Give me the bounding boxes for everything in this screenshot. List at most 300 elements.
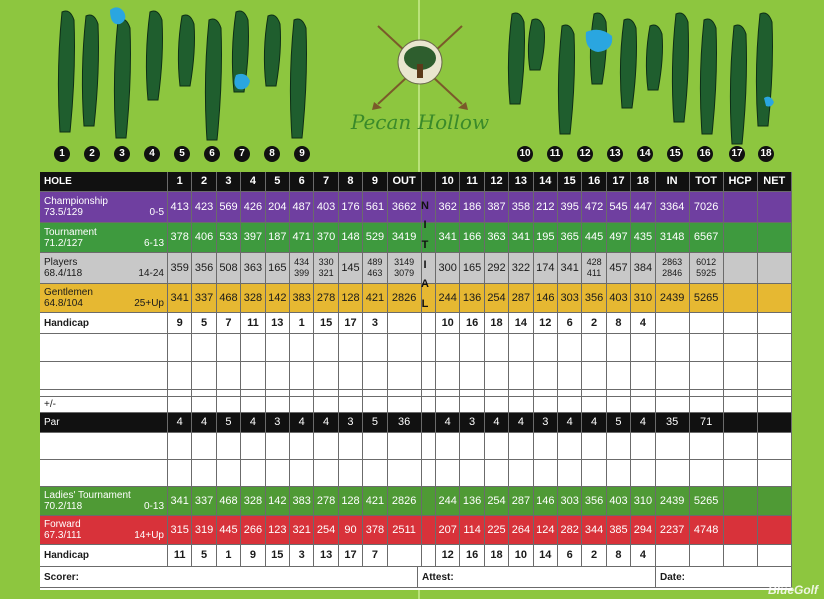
- back-hole-cell[interactable]: [558, 397, 582, 413]
- front-hole-cell: 3: [266, 413, 290, 433]
- back-hole-cell[interactable]: [558, 390, 582, 397]
- front-hole-cell[interactable]: [339, 362, 363, 390]
- front-hole-cell[interactable]: [266, 334, 290, 362]
- initial-column: [418, 180, 432, 310]
- front-hole-cell[interactable]: [363, 390, 387, 397]
- out-total-cell[interactable]: [388, 390, 422, 397]
- hole-number-header: 5: [266, 172, 290, 192]
- player-score-row: [40, 390, 792, 397]
- front-hole-cell: 165: [266, 253, 290, 284]
- back-hole-cell: 16: [460, 545, 484, 567]
- back-hole-cell: 4: [509, 413, 533, 433]
- back-hole-cell[interactable]: [534, 390, 558, 397]
- front-hole-cell[interactable]: [217, 460, 241, 487]
- front-hole-cell[interactable]: [290, 362, 314, 390]
- front-hole-cell[interactable]: [217, 334, 241, 362]
- back-hole-cell: 300: [436, 253, 460, 284]
- back-hole-cell: 8: [607, 545, 631, 567]
- back-hole-cell: 14: [509, 313, 533, 334]
- front-hole-cell[interactable]: [363, 433, 387, 460]
- front-hole-cell[interactable]: [314, 433, 338, 460]
- tee-label: [40, 487, 168, 516]
- front-hole-cell[interactable]: [290, 460, 314, 487]
- back-hole-cell: 244: [436, 487, 460, 516]
- front-hole-cell[interactable]: [217, 362, 241, 390]
- back-hole-cell[interactable]: [582, 397, 606, 413]
- front-hole-cell[interactable]: [168, 433, 192, 460]
- back-hole-cell: 282: [558, 516, 582, 545]
- in-total-cell[interactable]: [656, 362, 690, 390]
- front-hole-cell: [314, 253, 338, 284]
- hole-outline-5: [178, 15, 194, 86]
- front-hole-cell[interactable]: [241, 433, 265, 460]
- back-hole-cell[interactable]: [558, 460, 582, 487]
- front-hole-cell[interactable]: [168, 390, 192, 397]
- initial-letter: I: [423, 258, 427, 271]
- front-hole-cell[interactable]: [168, 397, 192, 413]
- out-total-cell[interactable]: [388, 433, 422, 460]
- in-total-cell[interactable]: [656, 334, 690, 362]
- front-hole-cell[interactable]: [314, 390, 338, 397]
- net-cell[interactable]: [758, 433, 792, 460]
- out-header: OUT: [388, 172, 422, 192]
- back-hole-cell[interactable]: [534, 397, 558, 413]
- back-hole-cell[interactable]: [582, 362, 606, 390]
- front-hole-cell: 383: [290, 487, 314, 516]
- stacked-value: 330: [318, 257, 334, 267]
- back-hole-cell[interactable]: [436, 390, 460, 397]
- front-hole-cell: 569: [217, 192, 241, 223]
- tee-name: Forward: [44, 519, 81, 530]
- back-hole-cell[interactable]: [460, 397, 484, 413]
- back-hole-cell[interactable]: [534, 460, 558, 487]
- front-hole-cell[interactable]: [241, 397, 265, 413]
- front-hole-cell[interactable]: [217, 433, 241, 460]
- back-hole-cell[interactable]: [558, 362, 582, 390]
- back-hole-cell[interactable]: [509, 334, 533, 362]
- stacked-value: 2846: [662, 268, 683, 278]
- front-hole-cell: 413: [168, 192, 192, 223]
- initial-gap-cell: [422, 460, 436, 487]
- hole-outline-3: [114, 19, 130, 138]
- in-total-cell[interactable]: [656, 460, 690, 487]
- back-hole-cell: 435: [631, 223, 655, 253]
- front-hole-cell: 1: [290, 313, 314, 334]
- in-total-cell: 2439: [656, 487, 690, 516]
- hole-number-header: 12: [485, 172, 509, 192]
- rating-slope: 67.3/111: [44, 530, 82, 541]
- net-cell[interactable]: [758, 460, 792, 487]
- initial-gap-cell: [422, 390, 436, 397]
- tee-label: [40, 516, 168, 545]
- back-hole-cell[interactable]: [436, 397, 460, 413]
- hole-number-14: 14: [637, 146, 653, 162]
- hole-number-header: 13: [509, 172, 533, 192]
- front-hole-cell: 187: [266, 223, 290, 253]
- back-hole-cell[interactable]: [436, 460, 460, 487]
- back-hole-cell: 497: [607, 223, 631, 253]
- total-cell[interactable]: [690, 362, 724, 390]
- front-hole-cell[interactable]: [363, 362, 387, 390]
- initial-gap-cell: [422, 516, 436, 545]
- front-hole-cell[interactable]: [314, 334, 338, 362]
- player-score-row: [40, 433, 792, 460]
- total-cell: 4748: [690, 516, 724, 545]
- in-total-cell[interactable]: [656, 397, 690, 413]
- out-total-cell[interactable]: [388, 362, 422, 390]
- front-hole-cell[interactable]: [192, 433, 216, 460]
- front-hole-cell[interactable]: [192, 390, 216, 397]
- back-hole-cell[interactable]: [631, 397, 655, 413]
- front-hole-cell: 5: [363, 413, 387, 433]
- front-hole-cell[interactable]: [192, 362, 216, 390]
- back-hole-cell[interactable]: [607, 362, 631, 390]
- front-hole-cell: 7: [217, 313, 241, 334]
- hole-number-1: 1: [54, 146, 70, 162]
- tee-name: Gentlemen: [44, 287, 93, 298]
- front-hole-cell[interactable]: [339, 397, 363, 413]
- handicap-label: Handicap: [40, 313, 168, 334]
- back-hole-cell[interactable]: [631, 460, 655, 487]
- handicap-row-bottom: [40, 545, 792, 567]
- back-hole-cell[interactable]: [582, 334, 606, 362]
- front-hole-cell: [363, 253, 387, 284]
- total-cell[interactable]: [690, 460, 724, 487]
- back-hole-cell: 4: [485, 413, 509, 433]
- back-hole-cell: 264: [509, 516, 533, 545]
- back-hole-cell[interactable]: [534, 334, 558, 362]
- back-hole-cell: 292: [485, 253, 509, 284]
- in-total-cell[interactable]: [656, 390, 690, 397]
- front-hole-cell[interactable]: [168, 334, 192, 362]
- front-hole-cell[interactable]: [363, 397, 387, 413]
- front-hole-cell[interactable]: [217, 397, 241, 413]
- front-hole-cell: 3: [290, 545, 314, 567]
- net-cell[interactable]: [758, 390, 792, 397]
- back-hole-cell: 244: [436, 284, 460, 313]
- front-hole-cell[interactable]: [339, 460, 363, 487]
- front-hole-cell: 337: [192, 487, 216, 516]
- scorer-field[interactable]: Scorer:: [40, 567, 418, 588]
- back-hole-cell[interactable]: [485, 397, 509, 413]
- front-hole-cell[interactable]: [241, 460, 265, 487]
- front-hole-cell[interactable]: [339, 390, 363, 397]
- initial-gap-cell: [422, 397, 436, 413]
- out-total-cell: 2826: [388, 284, 422, 313]
- total-cell[interactable]: [690, 397, 724, 413]
- back-hole-cell: 146: [534, 284, 558, 313]
- initial-gap-cell: [422, 334, 436, 362]
- front-hole-cell[interactable]: [266, 460, 290, 487]
- back-hole-cell[interactable]: [631, 362, 655, 390]
- back-hole-cell: 287: [509, 487, 533, 516]
- front-hole-cell[interactable]: [363, 334, 387, 362]
- front-hole-cell: 328: [241, 284, 265, 313]
- hole-outline-back-6: [646, 25, 662, 90]
- back-hole-cell: 287: [509, 284, 533, 313]
- net-cell[interactable]: [758, 334, 792, 362]
- net-cell[interactable]: [758, 397, 792, 413]
- front-hole-cell[interactable]: [241, 334, 265, 362]
- front-hole-cell: 403: [314, 192, 338, 223]
- back-hole-cell[interactable]: [460, 460, 484, 487]
- front-hole-cell[interactable]: [266, 362, 290, 390]
- hole-outline-back-10: [756, 13, 772, 126]
- back-hole-cell[interactable]: [460, 362, 484, 390]
- back-hole-cell[interactable]: [436, 334, 460, 362]
- out-total-cell: 36: [388, 413, 422, 433]
- net-cell[interactable]: [758, 362, 792, 390]
- front-hole-cell: 90: [339, 516, 363, 545]
- handicap-range: 14+Up: [134, 530, 164, 541]
- back-hole-cell: 387: [485, 192, 509, 223]
- front-hole-cell: 468: [217, 284, 241, 313]
- hole-number-header: 2: [192, 172, 216, 192]
- front-hole-cell: 370: [314, 223, 338, 253]
- tee-label: [40, 253, 168, 284]
- back-hole-cell[interactable]: [631, 433, 655, 460]
- initial-gap-cell: [422, 545, 436, 567]
- front-hole-cell[interactable]: [290, 433, 314, 460]
- tee-name: Players: [44, 257, 78, 268]
- hole-outline-back-2: [528, 19, 544, 70]
- row-label: [40, 390, 168, 397]
- back-hole-cell: 225: [485, 516, 509, 545]
- front-hole-cell[interactable]: [290, 397, 314, 413]
- front-hole-cell[interactable]: [217, 390, 241, 397]
- back-hole-cell[interactable]: [509, 460, 533, 487]
- back-hole-cell[interactable]: [582, 433, 606, 460]
- back-hole-cell[interactable]: [460, 334, 484, 362]
- tee-name: Ladies' Tournament: [44, 490, 131, 501]
- out-total-cell: [388, 253, 422, 284]
- total-cell[interactable]: [690, 334, 724, 362]
- rating-slope: 73.5/129: [44, 207, 83, 218]
- front-hole-cell[interactable]: [339, 433, 363, 460]
- front-hole-cell[interactable]: [192, 397, 216, 413]
- back-hole-cell: 166: [460, 223, 484, 253]
- hcp-cell: [724, 253, 758, 284]
- back-hole-cell: 445: [582, 223, 606, 253]
- front-hole-cell: 4: [192, 413, 216, 433]
- back-hole-cell: 18: [485, 545, 509, 567]
- total-cell: 6567: [690, 223, 724, 253]
- hcp-cell[interactable]: [724, 362, 758, 390]
- front-hole-cell[interactable]: [314, 460, 338, 487]
- front-hole-cell: 561: [363, 192, 387, 223]
- hole-number-17: 17: [729, 146, 745, 162]
- front-hole-cell: 5: [192, 313, 216, 334]
- hcp-cell[interactable]: [724, 460, 758, 487]
- back-hole-cell[interactable]: [607, 460, 631, 487]
- front-hole-cell: 142: [266, 284, 290, 313]
- in-total-cell: [656, 545, 690, 567]
- front-hole-cell: 176: [339, 192, 363, 223]
- back-hole-cell[interactable]: [485, 362, 509, 390]
- front-hole-cell[interactable]: [241, 390, 265, 397]
- rating-slope: 64.8/104: [44, 298, 83, 309]
- total-cell[interactable]: [690, 433, 724, 460]
- back-hole-cell[interactable]: [607, 390, 631, 397]
- back-hole-cell: 10: [436, 313, 460, 334]
- stacked-value: 463: [367, 268, 383, 278]
- back-hole-cell: 545: [607, 192, 631, 223]
- back-hole-cell[interactable]: [485, 334, 509, 362]
- front-hole-cell: 123: [266, 516, 290, 545]
- back-hole-cell[interactable]: [534, 362, 558, 390]
- front-hole-cell: 359: [168, 253, 192, 284]
- rating-slope: 71.2/127: [44, 237, 83, 249]
- back-hole-cell[interactable]: [436, 433, 460, 460]
- front-hole-cell[interactable]: [314, 397, 338, 413]
- back-hole-cell[interactable]: [558, 433, 582, 460]
- back-hole-cell[interactable]: [582, 460, 606, 487]
- hcp-cell[interactable]: [724, 390, 758, 397]
- hole-number-8: 8: [264, 146, 280, 162]
- back-hole-cell[interactable]: [509, 390, 533, 397]
- initial-letter: A: [421, 278, 429, 291]
- back-hole-cell[interactable]: [607, 334, 631, 362]
- front-hole-cell[interactable]: [168, 362, 192, 390]
- in-total-cell: 2237: [656, 516, 690, 545]
- player-score-row: [40, 334, 792, 362]
- back-hole-cell[interactable]: [485, 460, 509, 487]
- back-hole-cell: 310: [631, 284, 655, 313]
- total-cell: [690, 253, 724, 284]
- tee-label: [40, 223, 168, 253]
- in-total-cell[interactable]: [656, 433, 690, 460]
- net-cell: [758, 223, 792, 253]
- back-hole-cell: 384: [631, 253, 655, 284]
- back-hole-cell: 472: [582, 192, 606, 223]
- back-hole-cell: 14: [534, 545, 558, 567]
- front-hole-cell[interactable]: [266, 433, 290, 460]
- hole-outline-9: [290, 19, 306, 138]
- par-label: Par: [40, 413, 168, 433]
- back-hole-cell: 358: [509, 192, 533, 223]
- back-hole-cell: 4: [631, 545, 655, 567]
- par-row: [40, 413, 792, 433]
- back-hole-cell[interactable]: [582, 390, 606, 397]
- handicap-range: 6-13: [143, 237, 164, 249]
- back-hole-cell: 4: [558, 413, 582, 433]
- back-hole-cell: 403: [607, 284, 631, 313]
- front-hole-cell[interactable]: [339, 334, 363, 362]
- hole-number-13: 13: [607, 146, 623, 162]
- hole-outline-back-7: [672, 13, 688, 122]
- tee-row-forward: [40, 516, 792, 545]
- out-total-cell[interactable]: [388, 460, 422, 487]
- front-hole-cell[interactable]: [192, 460, 216, 487]
- date-field[interactable]: Date:: [656, 567, 792, 588]
- back-hole-cell: 254: [485, 487, 509, 516]
- front-hole-cell: 3: [363, 313, 387, 334]
- front-hole-cell[interactable]: [314, 362, 338, 390]
- back-hole-cell: 186: [460, 192, 484, 223]
- front-hole-cell: 426: [241, 192, 265, 223]
- out-total-cell: 2511: [388, 516, 422, 545]
- back-hole-cell[interactable]: [558, 334, 582, 362]
- initial-gap-cell: [422, 362, 436, 390]
- water-hazard-icon: [586, 30, 612, 52]
- back-hole-cell: 136: [460, 487, 484, 516]
- back-hole-cell[interactable]: [631, 334, 655, 362]
- out-total-cell: 3419: [388, 223, 422, 253]
- front-hole-cell: 11: [241, 313, 265, 334]
- in-total-cell: 3364: [656, 192, 690, 223]
- front-hole-cell: 278: [314, 284, 338, 313]
- handicap-label: Handicap: [40, 545, 168, 567]
- tot-header: TOT: [690, 172, 724, 192]
- stacked-value: 399: [294, 268, 310, 278]
- front-hole-cell[interactable]: [290, 334, 314, 362]
- front-hole-cell: 533: [217, 223, 241, 253]
- out-total-cell[interactable]: [388, 397, 422, 413]
- back-hole-cell[interactable]: [460, 433, 484, 460]
- attest-field[interactable]: Attest:: [418, 567, 656, 588]
- front-hole-cell: 468: [217, 487, 241, 516]
- out-total-cell[interactable]: [388, 334, 422, 362]
- plus-minus-row: [40, 397, 792, 413]
- back-hole-cell[interactable]: [485, 433, 509, 460]
- initial-letter: N: [421, 199, 429, 212]
- hole-outline-2: [82, 15, 98, 126]
- front-hole-cell: 13: [314, 545, 338, 567]
- back-hole-cell[interactable]: [509, 362, 533, 390]
- initial-letter: I: [423, 180, 427, 192]
- back-hole-cell[interactable]: [509, 433, 533, 460]
- back-hole-cell: 362: [436, 192, 460, 223]
- front-hole-cell: 315: [168, 516, 192, 545]
- front-hole-cell[interactable]: [290, 390, 314, 397]
- back-hole-cell[interactable]: [485, 390, 509, 397]
- back-hole-cell[interactable]: [436, 362, 460, 390]
- tee-name: Championship: [44, 196, 108, 207]
- hcp-cell[interactable]: [724, 433, 758, 460]
- hcp-cell[interactable]: [724, 397, 758, 413]
- hcp-cell[interactable]: [724, 334, 758, 362]
- back-hole-cell[interactable]: [460, 390, 484, 397]
- front-hole-cell: 356: [192, 253, 216, 284]
- back-hole-cell: 303: [558, 487, 582, 516]
- front-hole-cell[interactable]: [266, 390, 290, 397]
- front-hole-cell[interactable]: [168, 460, 192, 487]
- front-hole-cell: [290, 253, 314, 284]
- front-hole-cell[interactable]: [241, 362, 265, 390]
- front-hole-cell[interactable]: [266, 397, 290, 413]
- handicap-range: 0-13: [143, 501, 164, 512]
- front-hole-cell[interactable]: [363, 460, 387, 487]
- front-hole-cell: 3: [339, 413, 363, 433]
- front-hole-cell: 363: [241, 253, 265, 284]
- total-cell[interactable]: [690, 390, 724, 397]
- water-hazard-icon: [234, 74, 250, 89]
- hcp-header: HCP: [724, 172, 758, 192]
- front-hole-cell[interactable]: [192, 334, 216, 362]
- back-hole-cell[interactable]: [607, 433, 631, 460]
- back-hole-cell[interactable]: [534, 433, 558, 460]
- back-hole-cell[interactable]: [607, 397, 631, 413]
- hcp-cell: [724, 313, 758, 334]
- initial-letter: T: [421, 238, 429, 251]
- back-hole-cell[interactable]: [509, 397, 533, 413]
- hole-outline-1: [58, 11, 74, 132]
- front-hole-cell: 4: [168, 413, 192, 433]
- tee-row-ladies: [40, 487, 792, 516]
- back-hole-cell: 310: [631, 487, 655, 516]
- back-hole-cell[interactable]: [631, 390, 655, 397]
- back-hole-cell: 16: [460, 313, 484, 334]
